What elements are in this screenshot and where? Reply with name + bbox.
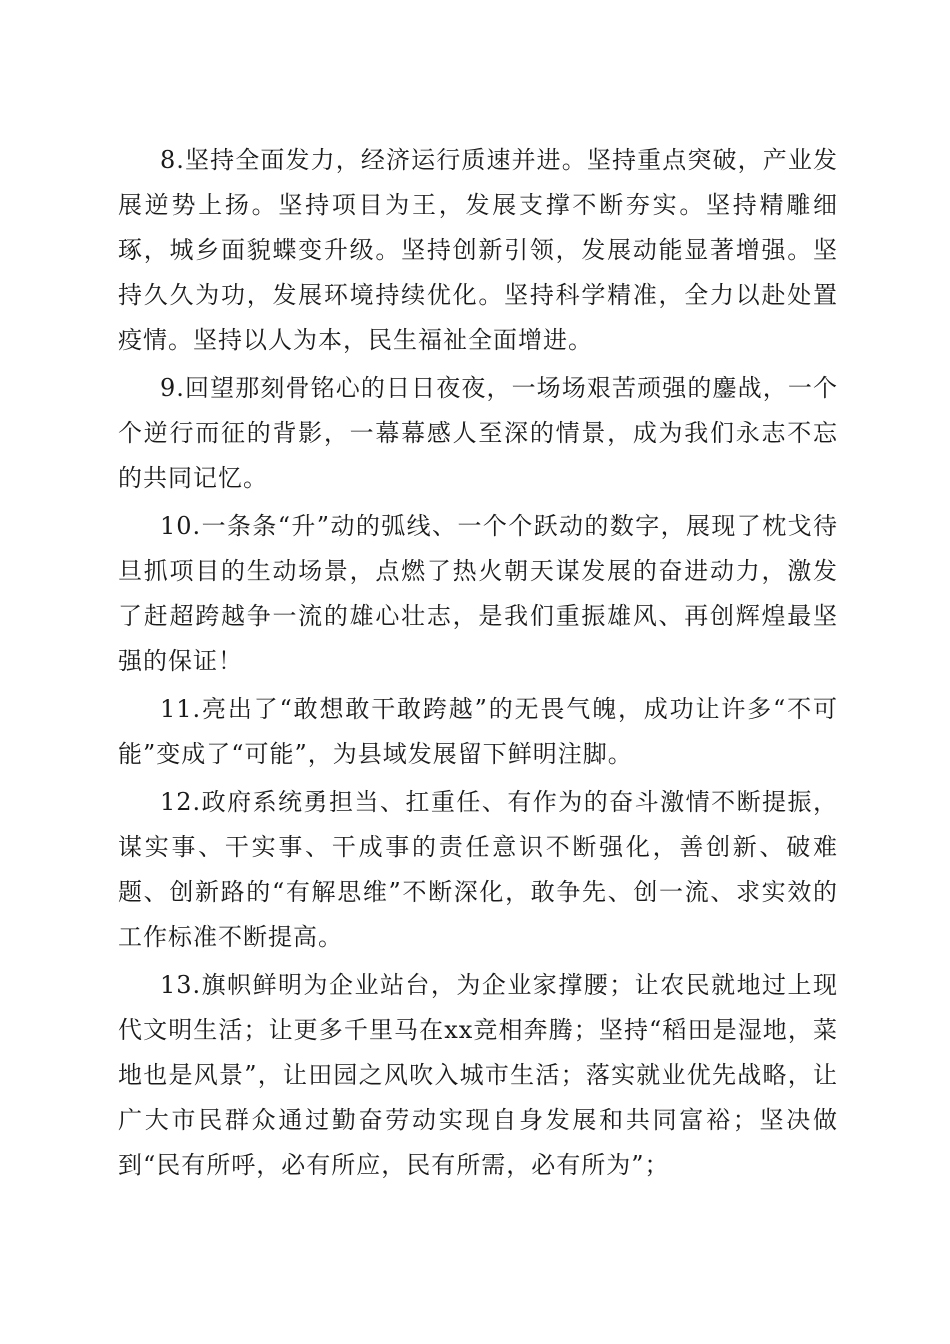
- paragraph-13: 13.旗帜鲜明为企业站台，为企业家撑腰；让农民就地过上现代文明生活；让更多千里马在xx竞相奔腾；坚持“稻田是湿地，菜地也是风景”，让田园之风吹入城市生活；落实就业优先战略，让广大市民群众通过勤奋劳动实现自身发展和共同富裕；坚决做到“民有所呼，必有所应，民有所需，必有所为”；: [118, 971, 838, 1179]
- document-body: [118, 138, 838, 1191]
- paragraph-10: 10.一条条“升”动的弧线、一个个跃动的数字，展现了枕戈待旦抓项目的生动场景，点燃了热火朝天谋发展的奋进动力，激发了赶超跨越争一流的雄心壮志，是我们重振雄风、再创辉煌最坚强的保证！: [118, 512, 838, 675]
- paragraph-12: 12.政府系统勇担当、扛重任、有作为的奋斗激情不断提振，谋实事、干实事、干成事的责任意识不断强化，善创新、破难题、创新路的“有解思维”不断深化，敢争先、创一流、求实效的工作标准不断提高。: [118, 788, 838, 951]
- paragraph-8: 8.坚持全面发力，经济运行质速并进。坚持重点突破，产业发展逆势上扬。坚持项目为王，发展支撑不断夯实。坚持精雕细琢，城乡面貌蝶变升级。坚持创新引领，发展动能显著增强。坚持久久为功，发展环境持续优化。坚持科学精准，全力以赴处置疫情。坚持以人为本，民生福祉全面增进。: [118, 146, 838, 354]
- paragraph-11: 11.亮出了“敢想敢干敢跨越”的无畏气魄，成功让许多“不可能”变成了“可能”，为县域发展留下鲜明注脚。: [118, 695, 838, 768]
- paragraph-9: 9.回望那刻骨铭心的日日夜夜，一场场艰苦顽强的鏖战，一个个逆行而征的背影，一幕幕感人至深的情景，成为我们永志不忘的共同记忆。: [118, 374, 838, 492]
